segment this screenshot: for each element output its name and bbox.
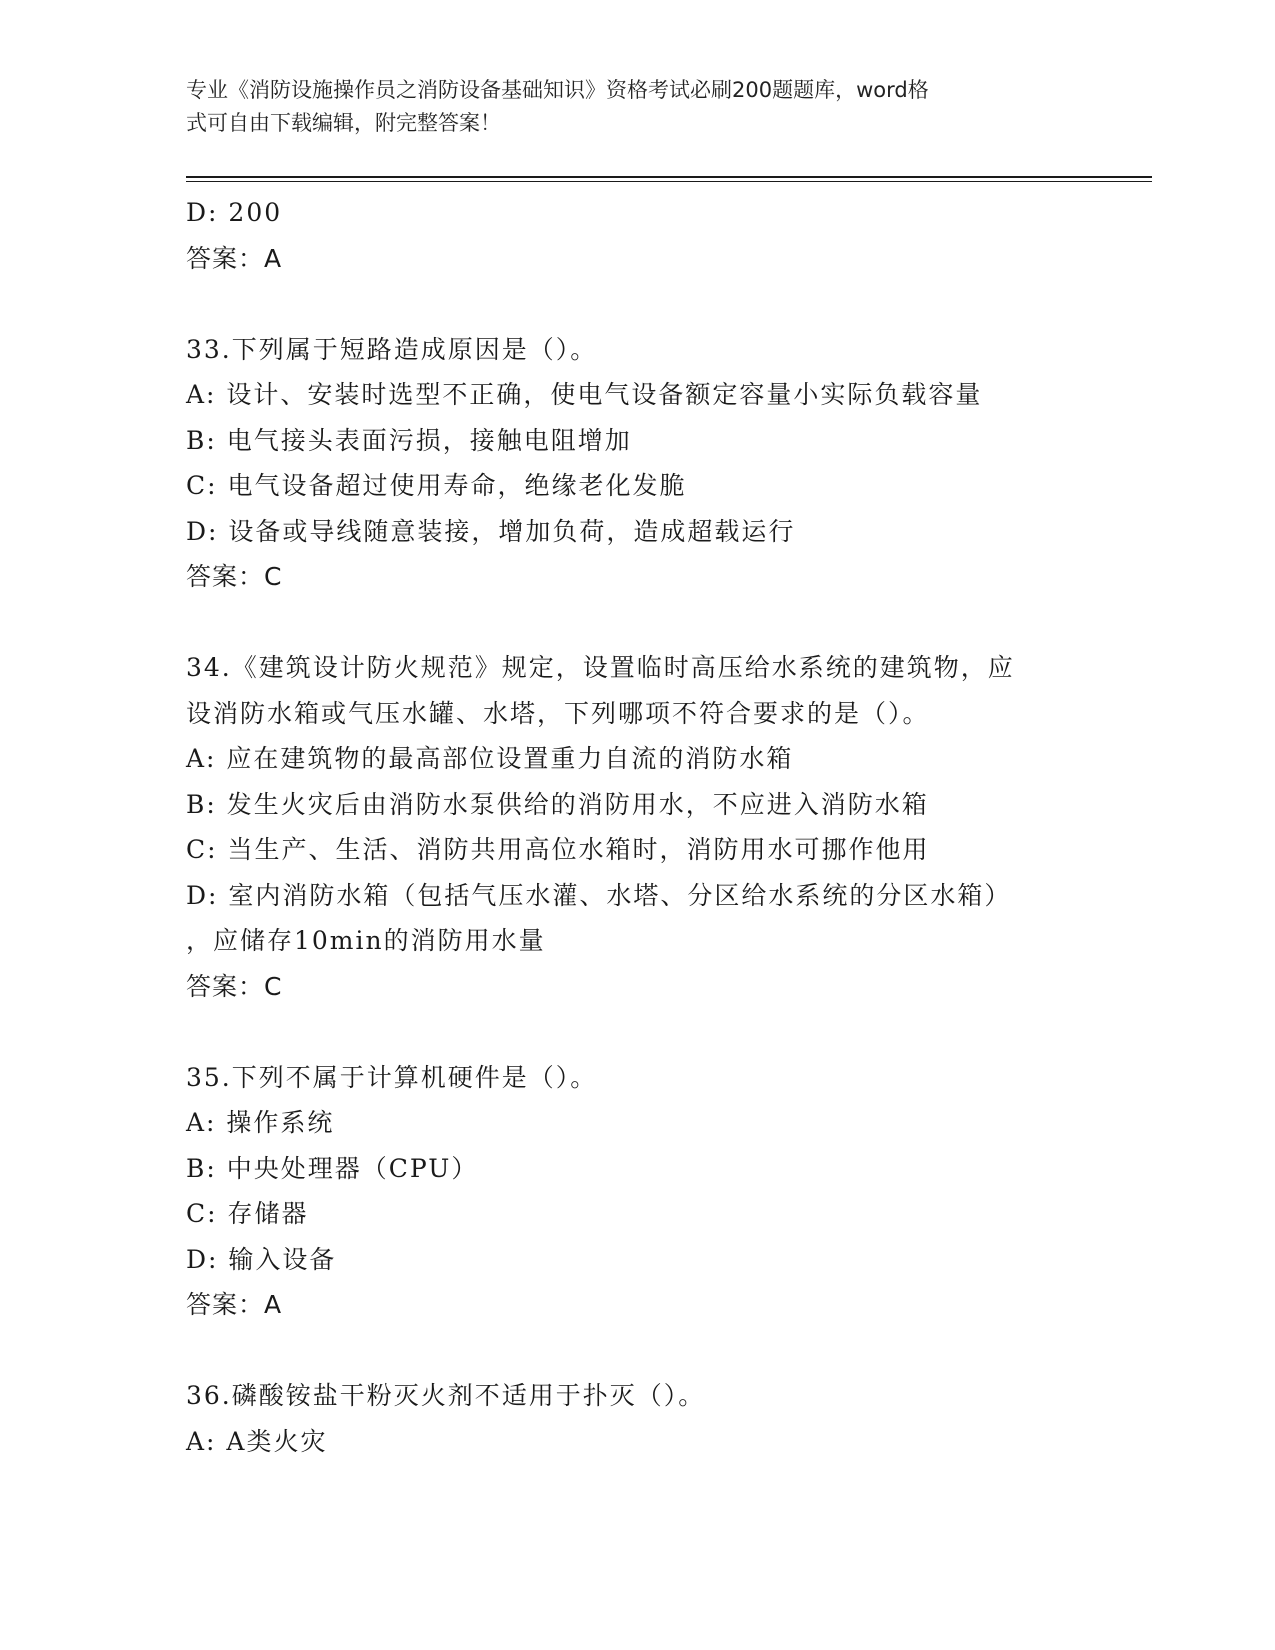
question-stem-line-1: 34.《建筑设计防火规范》规定，设置临时高压给水系统的建筑物，应 <box>186 653 1015 682</box>
option-b: B: 中央处理器（CPU） <box>186 1153 479 1183</box>
option-d-continued: ，应储存10min的消防用水量 <box>186 926 546 955</box>
option-a: A: 设计、安装时选型不正确，使电气设备额定容量小实际负载容量 <box>186 380 983 409</box>
option-d: D: 200 <box>186 198 283 227</box>
question-stem: 35.下列不属于计算机硬件是（）。 <box>186 1062 598 1092</box>
header-rule-thick <box>186 176 1152 178</box>
option-a: A: 应在建筑物的最高部位设置重力自流的消防水箱 <box>186 744 794 773</box>
question-stem-line-2: 设消防水箱或气压水罐、水塔，下列哪项不符合要求的是（）。 <box>186 698 930 728</box>
option-c: C: 电气设备超过使用寿命，绝缘老化发脆 <box>186 471 687 500</box>
document-header <box>186 74 1066 140</box>
option-c: C: 当生产、生活、消防共用高位水箱时，消防用水可挪作他用 <box>186 835 930 864</box>
spacer <box>186 281 1086 327</box>
option-a: A: 操作系统 <box>186 1108 335 1137</box>
header-rule-thin <box>186 181 1152 182</box>
question-35 <box>186 1055 1086 1328</box>
question-stem: 33.下列属于短路造成原因是（）。 <box>186 334 598 364</box>
header-line-2: 式可自由下载编辑，附完整答案！ <box>186 111 501 135</box>
answer-line: 答案：A <box>186 243 283 273</box>
question-36 <box>186 1373 1086 1464</box>
question-33 <box>186 327 1086 600</box>
option-b: B: 电气接头表面污损，接触电阻增加 <box>186 425 632 455</box>
option-a: A: A类火灾 <box>186 1426 328 1456</box>
option-c: C: 存储器 <box>186 1199 309 1228</box>
answer-line: 答案：A <box>186 1290 283 1319</box>
spacer <box>186 1009 1086 1055</box>
header-line-1: 专业《消防设施操作员之消防设备基础知识》资格考试必刷200题题库，word格 <box>186 78 929 102</box>
option-d: D: 室内消防水箱（包括气压水灌、水塔、分区给水系统的分区水箱） <box>186 880 1012 910</box>
option-d: D: 设备或导线随意装接，增加负荷，造成超载运行 <box>186 516 796 546</box>
spacer <box>186 1328 1086 1374</box>
question-stem: 36.磷酸铵盐干粉灭火剂不适用于扑灭（）。 <box>186 1381 706 1410</box>
question-list <box>186 190 1086 1464</box>
option-d: D: 输入设备 <box>186 1244 337 1274</box>
answer-line: 答案：C <box>186 562 283 591</box>
spacer <box>186 600 1086 646</box>
question-34 <box>186 645 1086 1009</box>
option-b: B: 发生火灾后由消防水泵供给的消防用水，不应进入消防水箱 <box>186 789 929 819</box>
answer-line: 答案：C <box>186 971 283 1001</box>
